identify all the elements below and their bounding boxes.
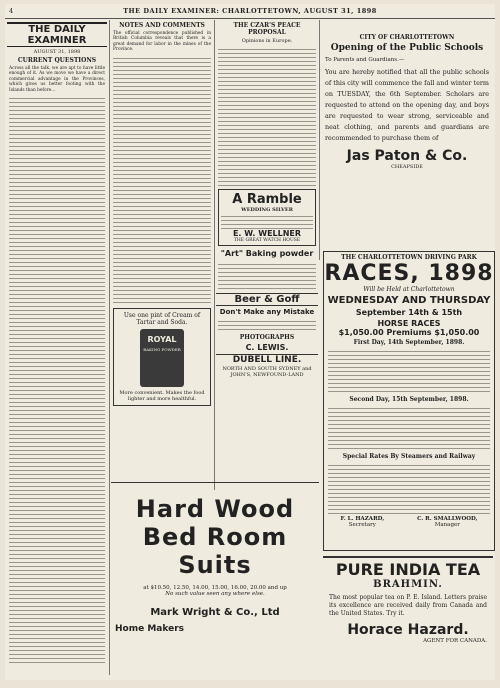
premiums: $1,050.00 Premiums $1,050.00	[338, 328, 480, 337]
baking-powder-can-icon	[140, 329, 184, 387]
cheapside: CHEAPSIDE	[391, 164, 423, 170]
hardwood-prices: at $10.50, 12.50, 14.00, 15.00, 16.00, 20.00 and up	[143, 585, 287, 591]
masthead	[5, 4, 495, 19]
column-rule	[319, 20, 320, 260]
notes-intro: The official correspondence published in British Columbia reveals that there is a great demand for labor in the mines of the Province.	[113, 31, 211, 53]
column-czar	[216, 20, 318, 475]
hazard-role: Secretary	[348, 522, 376, 528]
royal-brand: ROYAL	[147, 334, 177, 344]
czar-body-text	[218, 46, 316, 186]
parents-salutation: To Parents and Guardians.—	[325, 57, 405, 63]
schools-heading: Opening of the Public Schools	[330, 43, 484, 53]
races-dates: September 14th & 15th	[355, 308, 463, 317]
lewis-name: C. LEWIS.	[245, 343, 289, 352]
home-makers: Home Makers	[115, 624, 185, 634]
ramble-ad	[218, 189, 316, 246]
czar-subheading: Opinions in Europe.	[241, 38, 293, 44]
photographs-heading: PHOTOGRAPHS	[239, 334, 295, 341]
royal-product: BAKING POWDER	[143, 346, 181, 352]
tea-brand: BRAHMIN.	[373, 579, 443, 590]
second-day-events	[328, 405, 490, 451]
second-day: Second Day, 15th September, 1898.	[349, 396, 469, 403]
first-day: First Day, 14th September, 1898.	[353, 339, 465, 346]
royal-baking-ad	[113, 308, 211, 406]
first-day-events	[328, 348, 490, 394]
column-notes	[111, 20, 213, 475]
agent-canada: AGENT FOR CANADA.	[423, 638, 487, 644]
dont-mistake: Don't Make any Mistake	[219, 308, 315, 316]
paper-name: THE DAILY EXAMINER	[7, 22, 107, 47]
driving-park: THE CHARLOTTETOWN DRIVING PARK	[341, 254, 477, 261]
dubell-sub: NORTH AND SOUTH SYDNEY and JOHN'S, NEWFOUND-LAND	[222, 366, 312, 378]
hardwood-ad	[111, 482, 319, 679]
dubell-line: DUBELL LINE.	[216, 354, 318, 365]
editorial-body-text	[9, 95, 105, 665]
czar-heading: THE CZAR'S PEACE PROPOSAL	[233, 22, 301, 36]
city-heading: CITY OF CHARLOTTETOWN	[359, 34, 455, 41]
special-rates-text	[328, 462, 490, 514]
tea-ad	[323, 556, 493, 678]
editorial-intro: Across all the talk, we are apt to have little enough of it. As we move we have a direct commercial advantage in the Provinces, which gives us better footing with the Islands than before...	[9, 66, 105, 93]
column-rule	[109, 20, 110, 675]
beer-goff-ad: Beer & Goff	[216, 293, 318, 306]
section-heading: CURRENT QUESTIONS	[17, 57, 97, 64]
races-signatures	[324, 516, 494, 528]
wellner-name: E. W. WELLNER	[232, 229, 302, 238]
school-notice-text: You are hereby notified that all the public schools of this city will commence the fall and winter term on TUESDAY, the 6th September. Scholars are requested to attend on the opening day, and boys are requested to wear strong, serviceable and neat clothing, and parents and guardians are recommended to purchase them of	[325, 68, 489, 142]
art-body-text	[218, 261, 316, 291]
mark-wright: Mark Wright & Co., Ltd	[150, 607, 280, 618]
column-rule	[214, 20, 215, 490]
races-sub: Will be Held at Charlottetown	[363, 286, 455, 293]
jas-paton: Jas Paton & Co.	[346, 148, 468, 164]
column-school-notice	[321, 20, 493, 260]
ramble-body-text	[221, 213, 313, 229]
hazard-name: F. L. HAZARD,	[340, 516, 385, 522]
hardwood-note: No such value seen any where else.	[165, 591, 265, 597]
newspaper-page	[5, 4, 495, 680]
art-baking-powder: "Art" Baking powder	[220, 249, 314, 258]
royal-ad-text: Use one pint of Cream of Tartar and Soda.	[123, 311, 201, 326]
royal-tagline: More convenient. Makes the food lighter and more healthful.	[119, 389, 205, 402]
races-days: WEDNESDAY AND THURSDAY	[327, 295, 491, 306]
ramble-title: A Ramble	[232, 192, 302, 207]
tea-title: PURE INDIA TEA	[335, 560, 481, 579]
notes-body-text	[113, 55, 211, 305]
hardwood-line2: Bed Room Suits	[142, 523, 288, 579]
dont-body-text	[218, 318, 316, 332]
tea-text: The most popular tea on P. E. Island. Letters praise its excellence are received daily from Canada and the United States. Try it.	[329, 594, 487, 617]
masthead-title: THE DAILY EXAMINER: CHARLOTTETOWN, AUGUST 31, 1898	[123, 7, 377, 15]
horace-hazard: Horace Hazard.	[347, 622, 469, 638]
hardwood-line1: Hard Wood	[135, 495, 295, 523]
smallwood-role: Manager	[434, 522, 460, 528]
paper-date: AUGUST 31, 1898	[33, 49, 81, 55]
page-number: 4	[9, 7, 14, 15]
special-rates: Special Rates By Steamers and Railway	[342, 453, 476, 460]
races-ad	[323, 251, 495, 551]
races-title: RACES, 1898	[324, 261, 494, 286]
notes-heading: NOTES AND COMMENTS	[119, 22, 205, 29]
wedding-silver: WEDDING SILVER	[241, 207, 293, 213]
horse-races: HORSE RACES	[377, 319, 441, 328]
smallwood-name: C. R. SMALLWOOD,	[417, 516, 478, 522]
column-editorial	[7, 20, 107, 675]
watch-house: THE GREAT WATCH HOUSE	[233, 238, 301, 243]
